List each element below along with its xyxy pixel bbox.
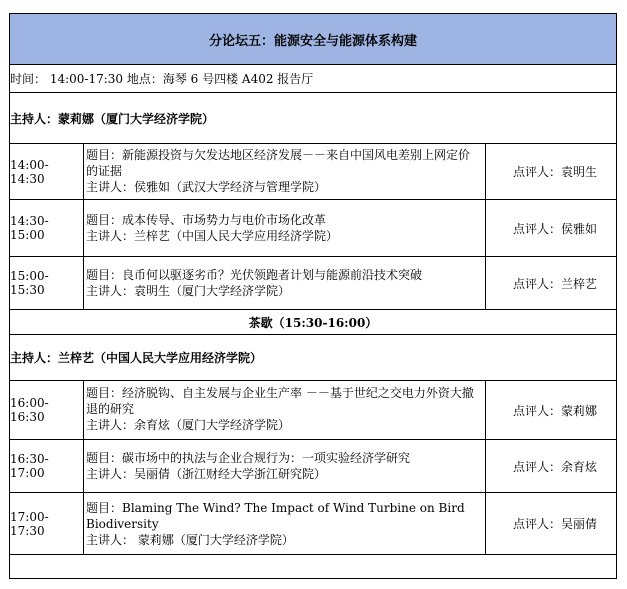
talk-reviewer: 点评人：吴丽倩 [513, 517, 598, 531]
talk-row [10, 439, 616, 492]
talk-content [84, 440, 486, 492]
talk-content [84, 144, 486, 199]
talk-time: 16:30-17:00 [10, 440, 84, 492]
host-text-2: 主持人：兰梓艺（中国人民大学应用经济学院） [10, 351, 263, 365]
talk-topic: 题目：经济脱钩、自主发展与企业生产率 －－基于世纪之交电力外资大撤 [86, 386, 474, 400]
page-title: 分论坛五：能源安全与能源体系构建 [208, 33, 417, 49]
talk-speaker: 主讲人：侯雅如（武汉大学经济与管理学院） [86, 180, 327, 194]
talk-reviewer: 点评人：余育炫 [513, 459, 598, 474]
table-header [10, 14, 616, 64]
talk-reviewer: 点评人：兰梓艺 [513, 276, 598, 291]
talk-time: 14:30-15:00 [10, 200, 84, 256]
empty-row [10, 554, 616, 578]
talk-reviewer: 点评人：袁明生 [513, 165, 598, 179]
talk-content [84, 493, 486, 554]
schedule-table [9, 13, 617, 579]
tea-break-row [10, 309, 616, 334]
time-location-text: 时间： 14:00-17:30 地点：海琴 6 号四楼 A402 报告厅 [10, 72, 314, 86]
talk-content [84, 381, 486, 439]
host-row-2 [10, 334, 616, 380]
talk-speaker: 主讲人：吴丽倩（浙江财经大学浙江研究院） [86, 467, 327, 481]
host-row-1 [10, 92, 616, 143]
talk-speaker: 主讲人： 蒙莉娜（厦门大学经济学院） [86, 532, 294, 547]
talk-row [10, 199, 616, 256]
talk-time: 15:00-15:30 [10, 257, 84, 309]
talk-reviewer: 点评人：侯雅如 [513, 221, 598, 236]
info-row [10, 64, 616, 92]
host-text-1: 主持人：蒙莉娜（厦门大学经济学院） [10, 111, 215, 126]
talk-topic-cont: 的证据 [86, 164, 123, 178]
talk-reviewer: 点评人：蒙莉娜 [513, 403, 598, 418]
talk-topic: 题目：碳市场中的执法与企业合规行为：一项实验经济学研究 [86, 451, 411, 465]
talk-row [10, 492, 616, 554]
talk-row [10, 256, 616, 309]
talk-content [84, 257, 486, 309]
talk-topic: 题目：新能源投资与欠发达地区经济发展－－来自中国风电差别上网定价 [86, 148, 471, 162]
talk-row [10, 380, 616, 439]
talk-speaker: 主讲人：兰梓艺（中国人民大学应用经济学院） [86, 229, 339, 243]
talk-content [84, 200, 486, 256]
talk-row [10, 143, 616, 199]
talk-topic: 题目：Blaming The Wind? The Impact of Wind Turbine on Bird Biodiversity [86, 500, 465, 531]
talk-topic: 题目：成本传导、市场势力与电价市场化改革 [86, 213, 327, 227]
tea-break-text: 茶歇（15:30-16:00） [248, 315, 378, 330]
talk-time: 16:00-16:30 [10, 381, 84, 439]
talk-speaker: 主讲人：袁明生（厦门大学经济学院） [86, 284, 291, 298]
talk-time: 17:00-17:30 [10, 493, 84, 554]
talk-speaker: 主讲人：余育炫（厦门大学经济学院） [86, 418, 291, 432]
talk-time: 14:00-14:30 [10, 144, 84, 199]
talk-topic: 题目：良币何以驱逐劣币？光伏领跑者计划与能源前沿技术突破 [86, 268, 423, 282]
talk-topic-cont: 退的研究 [86, 402, 135, 416]
